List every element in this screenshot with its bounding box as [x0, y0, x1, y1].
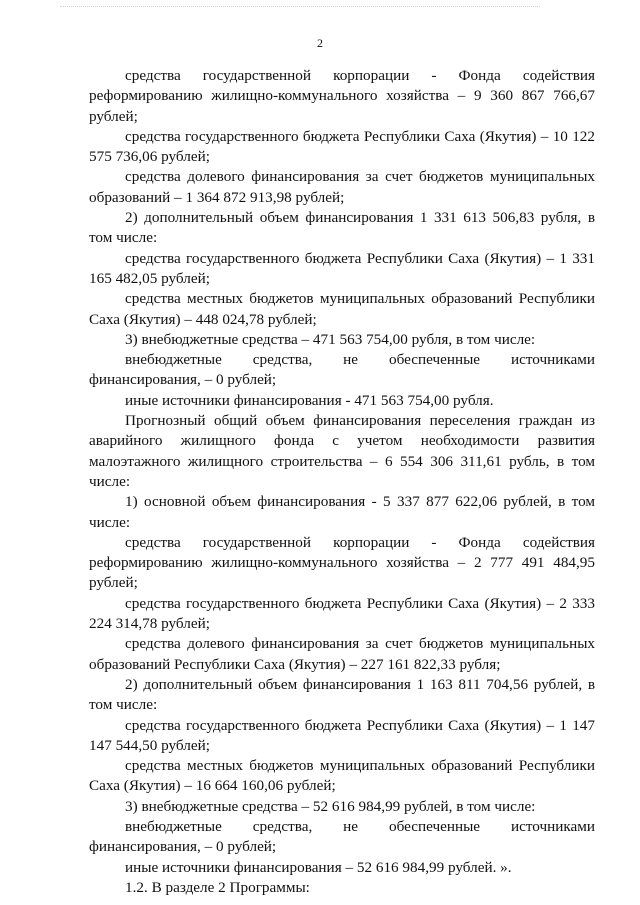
paragraph-forecast-total: Прогнозный общий объем финансирования переселения граждан из аварийного жилищного фонда с учетом необходимости развития малоэтажного жилищного строительства – 6 554 306 311,61 рубль, в том числе:: [89, 412, 595, 490]
paragraph-additional-financing: 2) дополнительный объем финансирования 1 331 613 506,83 рубля, в том числе:: [89, 209, 595, 247]
paragraph-section-2-heading: 1.2. В разделе 2 Программы:: [125, 878, 310, 896]
page-number: 2: [317, 36, 323, 50]
paragraph-extrabudgetary-unsecured: внебюджетные средства, не обеспеченные источниками финансирования, – 0 рублей;: [89, 351, 595, 389]
paragraph-forecast-additional-local-budgets: средства местных бюджетов муниципальных образований Республики Саха (Якутия) – 16 664 160,06 рублей;: [89, 757, 595, 795]
paragraph-forecast-municipal-cofinancing: средства долевого финансирования за счет бюджетов муниципальных образований Республики Саха (Якутия) – 227 161 822,33 рубля;: [89, 635, 595, 673]
paragraph-state-budget-additional: средства государственного бюджета Республики Саха (Якутия) – 1 331 165 482,05 рублей;: [89, 249, 595, 287]
paragraph-municipal-cofinancing-main: средства долевого финансирования за счет бюджетов муниципальных образований – 1 364 872 913,98 рублей;: [89, 168, 595, 206]
paragraph-extrabudgetary: 3) внебюджетные средства – 471 563 754,00 рубля, в том числе:: [125, 330, 536, 348]
scan-artifact-line: [60, 6, 540, 11]
paragraph-forecast-extrabudgetary: 3) внебюджетные средства – 52 616 984,99 рублей, в том числе:: [125, 797, 536, 815]
paragraph-forecast-additional: 2) дополнительный объем финансирования 1 163 811 704,56 рублей, в том числе:: [89, 675, 595, 714]
document-body: [89, 66, 595, 898]
paragraph-fund-main: средства государственной корпорации - Фонда содействия реформированию жилищно-коммунального хозяйства – 9 360 867 766,67 рублей;: [89, 67, 595, 125]
paragraph-forecast-state-budget: средства государственного бюджета Республики Саха (Якутия) – 2 333 224 314,78 рублей;: [89, 594, 595, 633]
paragraph-other-sources: иные источники финансирования - 471 563 754,00 рубля.: [125, 391, 494, 409]
paragraph-local-budgets-additional: средства местных бюджетов муниципальных образований Республики Саха (Якутия) – 448 024,78 рублей;: [89, 290, 595, 328]
paragraph-forecast-fund: средства государственной корпорации - Фонда содействия реформированию жилищно-коммунального хозяйства – 2 777 491 484,95 рублей;: [89, 533, 595, 592]
paragraph-forecast-additional-state-budget: средства государственного бюджета Республики Саха (Якутия) – 1 147 147 544,50 рублей;: [89, 716, 595, 754]
paragraph-state-budget-main: средства государственного бюджета Республики Саха (Якутия) – 10 122 575 736,06 рублей;: [89, 127, 595, 166]
paragraph-forecast-extrabudgetary-unsecured: внебюджетные средства, не обеспеченные источниками финансирования, – 0 рублей;: [89, 817, 595, 856]
paragraph-forecast-other-sources: иные источники финансирования – 52 616 984,99 рублей. ».: [125, 858, 512, 876]
paragraph-forecast-main: 1) основной объем финансирования - 5 337 877 622,06 рублей, в том числе:: [89, 493, 595, 531]
